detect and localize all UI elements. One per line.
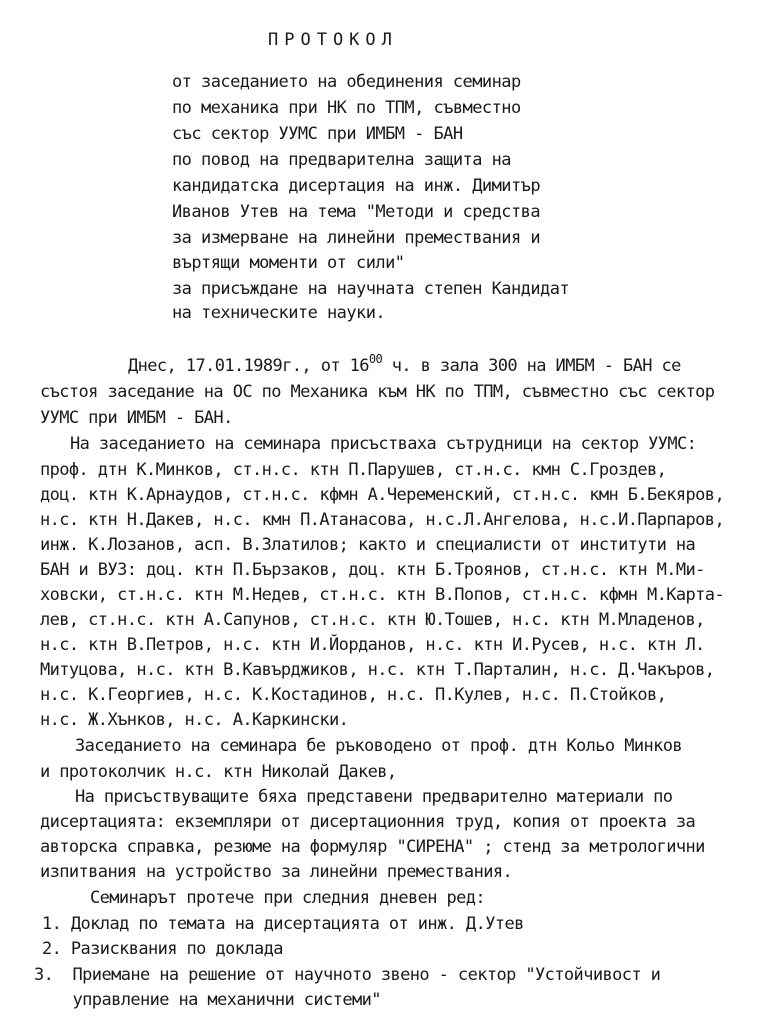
body-line: изпитвания на устройство за линейни премествания.	[40, 862, 513, 882]
body-line: н.с. ктн В.Петров, н.с. ктн И.Йорданов, н.с. ктн И.Русев, н.с. ктн Л.	[40, 635, 705, 655]
heading-line: със сектор УУМС при ИМБМ - БАН	[172, 124, 463, 144]
heading-line: за измерване на линейни премествания и	[172, 228, 541, 248]
body-line: УУМС при ИМБМ - БАН.	[40, 408, 233, 428]
body-line: дисертацията: екземпляри от дисертационния труд, копия от проекта за	[40, 812, 696, 832]
heading-line: въртящи моменти от сили"	[172, 253, 405, 273]
body-line: лев, ст.н.с. ктн А.Сапунов, ст.н.с. ктн Ю.Тошев, н.с. ктн М.Младенов,	[40, 610, 705, 630]
agenda-item: 1. Доклад по темата на дисертацията от инж. Д.Утев	[42, 914, 524, 934]
heading-line: кандидатска дисертация на инж. Димитър	[172, 176, 541, 196]
body-line: БАН и ВУЗ: доц. ктн П.Бързаков, доц. ктн Б.Троянов, ст.н.с. ктн М.Ми-	[40, 560, 705, 580]
document-title: ПРОТОКОЛ	[268, 30, 398, 50]
body-line: Заседанието на семинара бе ръководено от проф. дтн Кольо Минков	[75, 736, 682, 756]
heading-line: по повод на предварителна защита на	[172, 150, 511, 170]
body-line: състоя заседание на ОС по Механика към НК по ТПМ, съвместно със сектор	[40, 382, 715, 402]
body-line: Митуцова, н.с. ктн В.Кавърджиков, н.с. ктн Т.Парталин, н.с. Д.Чакъров,	[40, 660, 715, 680]
body-line: ховски, ст.н.с. ктн М.Недев, ст.н.с. ктн В.Попов, ст.н.с. кфмн М.Картa-	[40, 585, 725, 605]
intro-line	[128, 352, 681, 376]
agenda-item: 2. Разисквания по доклада	[42, 939, 283, 959]
intro-before-time: Днес, 17.01.1989г., от 16	[128, 356, 369, 376]
body-line: На присъствуващите бяха представени предварително материали по	[75, 787, 673, 807]
agenda-item: 3. Приемане на решение от научното звено - сектор "Устойчивост и	[34, 965, 661, 985]
heading-line: от заседанието на обединения семинар	[172, 72, 521, 92]
heading-line: Иванов Утев на тема "Методи и средства	[172, 202, 541, 222]
body-line: н.с. Ж.Хънков, н.с. А.Каркински.	[40, 710, 349, 730]
intro-after-time: ч. в зала 300 на ИМБМ - БАН се	[382, 356, 681, 376]
heading-line: на техническите науки.	[172, 303, 386, 323]
heading-line: по механика при НК по ТПМ, съвместно	[172, 98, 521, 118]
body-line: доц. ктн К.Арнаудов, ст.н.с. кфмн А.Череменский, ст.н.с. кмн Б.Бекяров,	[40, 485, 725, 505]
heading-line: за присъждане на научната степен Кандидат	[172, 279, 570, 299]
agenda-heading: Семинарът протече при следния дневен ред:	[90, 888, 486, 908]
body-line: н.с. ктн Н.Дакев, н.с. кмн П.Атанасова, н.с.Л.Ангелова, н.с.И.Парпаров,	[40, 510, 725, 530]
body-line: авторска справка, резюме на формуляр "СИРЕНА" ; стенд за метрологични	[40, 837, 705, 857]
body-line: инж. К.Лозанов, асп. В.Златилов; както и специалисти от институти на	[40, 535, 696, 555]
intro-time-superscript: 00	[368, 352, 383, 366]
agenda-item-continued: управление на механични системи"	[34, 990, 381, 1010]
body-line: и протоколчик н.с. ктн Николай Дакев,	[40, 762, 397, 782]
body-line: проф. дтн К.Минков, ст.н.с. ктн П.Парушев, ст.н.с. кмн С.Гроздев,	[40, 460, 667, 480]
body-line: н.с. К.Георгиев, н.с. К.Костадинов, н.с. П.Кулев, н.с. П.Стойков,	[40, 685, 667, 705]
body-line: На заседанието на семинара присъстваха сътрудници на сектор УУМС:	[70, 434, 697, 454]
